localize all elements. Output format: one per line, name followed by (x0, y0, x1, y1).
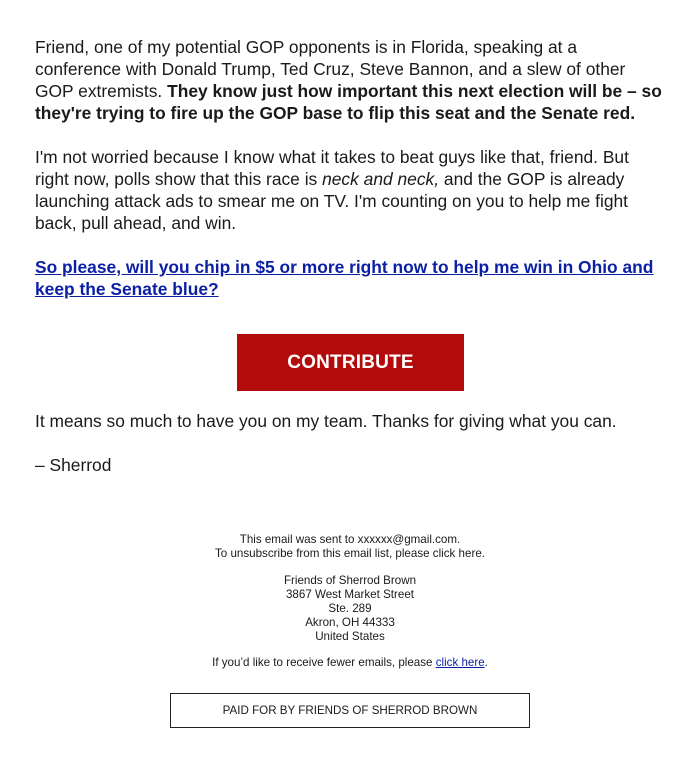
fewer-emails-end: . (484, 656, 488, 669)
donate-ask-link[interactable]: So please, will you chip in $5 or more right now to help me win in Ohio and keep the Senate blue? (35, 257, 654, 299)
paid-for-box (170, 693, 530, 728)
email-body (35, 36, 665, 300)
intro-text: Friend, one of my potential GOP opponents is in Florida, speaking at a conference with Donald Trump, Ted Cruz, Steve Bannon, and a slew of other GOP extremists. (35, 37, 626, 101)
fewer-emails-link[interactable]: click here (435, 656, 485, 669)
signature: – Sherrod (35, 455, 112, 475)
fewer-emails-line (0, 656, 683, 670)
fewer-emails-text: If you’d like to receive fewer emails, please (212, 656, 436, 669)
unsubscribe-text[interactable]: To unsubscribe from this email list, please click here. (215, 547, 485, 560)
polls-paragraph (35, 146, 665, 234)
sent-to-text: This email was sent to xxxxxx@gmail.com. (239, 533, 461, 546)
polls-text-a: I'm not worried because I know what it takes to beat guys like that, friend. But right now, polls show that this race is (35, 147, 629, 189)
cta-container (237, 334, 464, 391)
address-street: 3867 West Market Street (285, 588, 415, 601)
ask-paragraph (35, 256, 665, 300)
intro-paragraph (35, 36, 665, 124)
polls-italic-text: neck and neck, (322, 169, 440, 189)
intro-bold-text: They know just how important this next election will be – so they're trying to fire up the GOP base to flip this seat and the Senate red. (35, 81, 662, 123)
org-name: Friends of Sherrod Brown (283, 574, 417, 587)
address-city: Akron, OH 44333 (305, 616, 395, 629)
paid-for-text: PAID FOR BY FRIENDS OF SHERROD BROWN (222, 704, 478, 717)
polls-text-b: and the GOP is already launching attack ads to smear me on TV. I'm counting on you to help me fight back, pull ahead, and win. (35, 169, 629, 233)
email-footer (0, 533, 683, 670)
address-suite: Ste. 289 (328, 602, 372, 615)
address-country: United States (315, 630, 385, 643)
thanks-text: It means so much to have you on my team. Thanks for giving what you can. (35, 411, 617, 431)
contribute-button[interactable]: CONTRIBUTE (237, 334, 464, 391)
